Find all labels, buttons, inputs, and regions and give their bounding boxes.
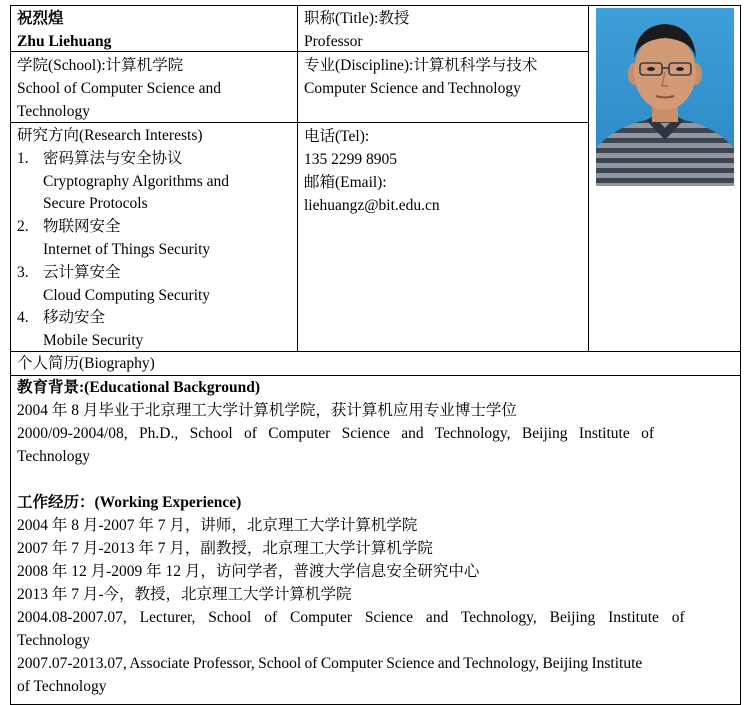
education-line: 2000/09-2004/08, Ph.D., School of Computer Science and Technology, Beijing Institute of bbox=[17, 425, 655, 442]
education-line: Technology bbox=[17, 448, 90, 465]
education-line: 2004 年 8 月毕业于北京理工大学计算机学院，获计算机应用专业博士学位 bbox=[17, 402, 517, 419]
school-cell bbox=[11, 52, 297, 122]
work-line: 2004 年 8 月-2007 年 7 月，讲师，北京理工大学计算机学院 bbox=[17, 517, 418, 534]
name-en: Zhu Liehuang bbox=[17, 33, 112, 50]
research-heading: 研究方向(Research Interests) bbox=[17, 127, 203, 144]
research-item-en: Internet of Things Security bbox=[43, 240, 211, 258]
research-item-en: Cloud Computing Security bbox=[43, 286, 211, 304]
discipline-cell bbox=[298, 52, 588, 122]
title-label: 职称(Title):教授 bbox=[304, 10, 410, 27]
tel-label: 电话(Tel): bbox=[304, 128, 370, 145]
school-value: Technology bbox=[17, 103, 90, 120]
discipline-value: Computer Science and Technology bbox=[304, 80, 521, 97]
research-cell bbox=[11, 123, 297, 351]
research-item-en: Secure Protocols bbox=[43, 195, 148, 213]
education-heading: 教育背景:(Educational Background) bbox=[17, 379, 261, 396]
list-item: 4. 移动安全 Mobile Security bbox=[17, 307, 291, 351]
list-item: 3. 云计算安全 Cloud Computing Security bbox=[17, 262, 291, 308]
work-line: 2004.08-2007.07, Lecturer, School of Computer Science and Technology, Beijing Institute of bbox=[17, 609, 685, 626]
school-value: School of Computer Science and bbox=[17, 80, 222, 97]
title-cell bbox=[298, 6, 588, 51]
email-label: 邮箱(Email): bbox=[304, 174, 387, 191]
biography-heading: 个人简历(Biography) bbox=[17, 355, 155, 372]
list-item: 1. 密码算法与安全协议 Cryptography Algorithms and Secure Protocols bbox=[17, 148, 291, 216]
biography-heading-cell bbox=[11, 352, 740, 375]
work-line: Technology bbox=[17, 632, 90, 649]
work-line: 2007.07-2013.07, Associate Professor, School of Computer Science and Technology, Beijing Institute bbox=[17, 655, 643, 672]
work-line: 2007 年 7 月-2013 年 7 月，副教授，北京理工大学计算机学院 bbox=[17, 540, 433, 557]
discipline-label: 专业(Discipline):计算机科学与技术 bbox=[304, 57, 538, 74]
divider bbox=[588, 5, 589, 351]
research-item-en: Mobile Security bbox=[43, 332, 144, 350]
tel-value: 135 2299 8905 bbox=[304, 151, 397, 168]
list-item: 2. 物联网安全 Internet of Things Security bbox=[17, 216, 291, 262]
profile-photo bbox=[596, 8, 734, 186]
research-item-en: Cryptography Algorithms and bbox=[43, 172, 229, 190]
work-line: 2008 年 12 月-2009 年 12 月，访问学者，普渡大学信息安全研究中心 bbox=[17, 563, 480, 580]
school-label: 学院(School):计算机学院 bbox=[17, 57, 184, 74]
portrait-image bbox=[596, 8, 734, 186]
research-item-cn: 密码算法与安全协议 bbox=[43, 149, 183, 167]
research-item-cn: 物联网安全 bbox=[43, 218, 121, 236]
work-line: of Technology bbox=[17, 678, 107, 695]
research-item-cn: 云计算安全 bbox=[43, 263, 121, 281]
research-item-cn: 移动安全 bbox=[43, 309, 106, 327]
name-cn: 祝烈煌 bbox=[17, 10, 64, 27]
work-heading: 工作经历：(Working Experience) bbox=[17, 494, 242, 511]
name-cell bbox=[11, 6, 297, 51]
email-value: liehuangz@bit.edu.cn bbox=[304, 197, 440, 214]
work-line: 2013 年 7 月-今，教授，北京理工大学计算机学院 bbox=[17, 586, 352, 603]
biography-body bbox=[11, 376, 740, 698]
contact-cell bbox=[298, 123, 588, 351]
title-value: Professor bbox=[304, 33, 363, 50]
spacer bbox=[17, 468, 734, 491]
